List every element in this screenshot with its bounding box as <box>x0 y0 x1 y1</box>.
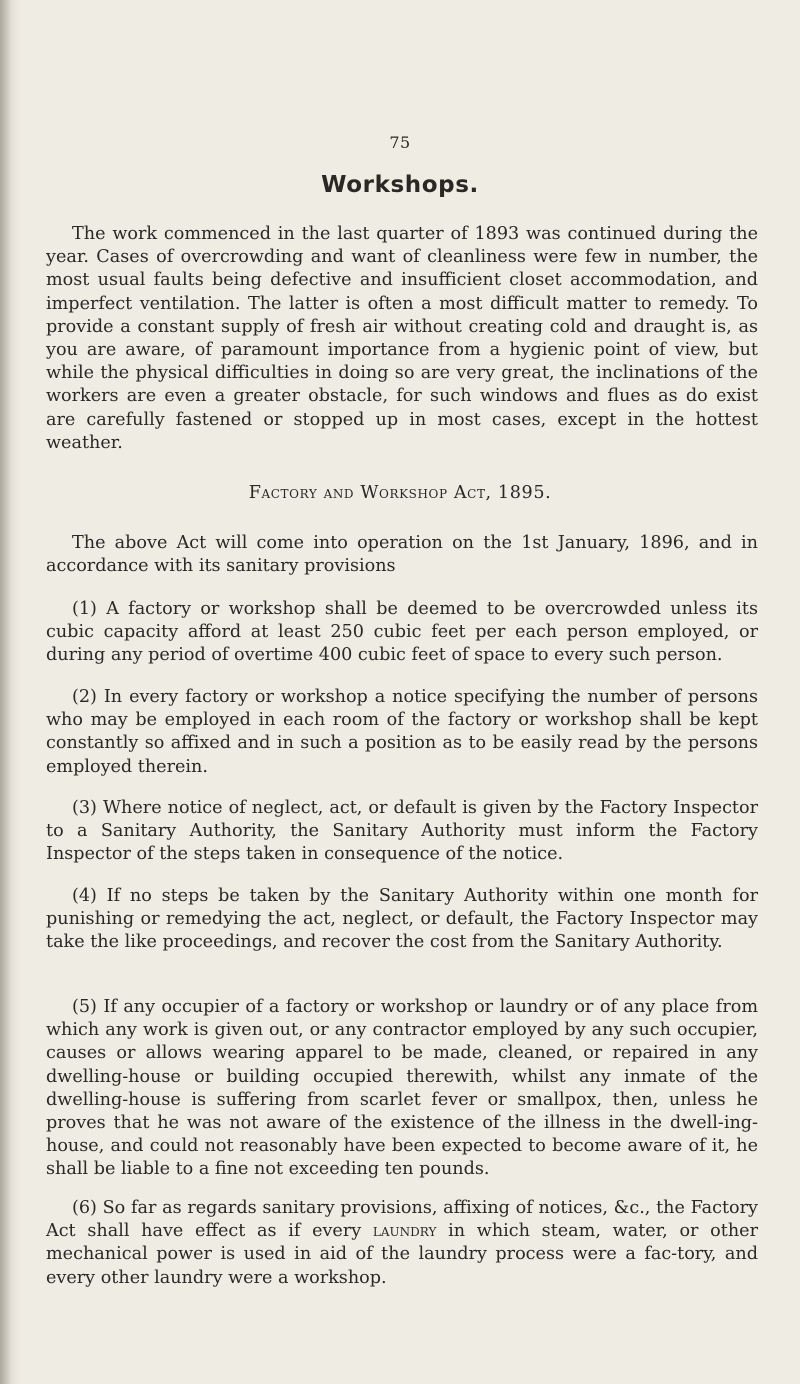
provision-6-text-after: in which steam, water, or other mechanical power is used in aid of the laundry process were a fac-tory, and every other laundry were a workshop. <box>46 1221 758 1288</box>
provision-6-emphasis: laundry <box>372 1221 437 1242</box>
provision-2: (2) In every factory or workshop a notice specifying the number of persons who may be employed in each room of the factory or workshop shall be kept constantly so affixed and in such a position as to be easily read by the persons employed therein. <box>46 687 758 777</box>
section-heading: Factory and Workshop Act, 1895. <box>248 483 552 503</box>
page-number: 75 <box>389 133 411 152</box>
act-intro-paragraph: The above Act will come into operation on the 1st January, 1896, and in accordance with its sanitary provisions <box>46 533 758 577</box>
binding-shadow <box>0 0 12 1384</box>
provision-5: (5) If any occupier of a factory or workshop or laundry or of any place from which any work is given out, or any contractor employed by any such occupier, causes or allows wearing apparel to be made, cleaned, or repaired in any dwelling-house or building occupied therewith, whilst any inmate of the dwelling-house is suffering from scarlet fever or smallpox, then, unless he proves that he was not aware of the existence of the illness in the dwell-ing-house, and could not reasonably have been expected to become aware of it, he shall be liable to a fine not exceeding ten pounds. <box>46 997 758 1180</box>
provision-6 <box>46 1197 758 1290</box>
provision-4: (4) If no steps be taken by the Sanitary Authority within one month for punishing or remedying the act, neglect, or default, the Factory Inspector may take the like proceedings, and recover the cost from the Sanitary Authority. <box>46 886 758 953</box>
provision-1: (1) A factory or workshop shall be deemed to be overcrowded unless its cubic capacity afford at least 250 cubic feet per each person employed, or during any period of overtime 400 cubic feet of space to every such person. <box>46 599 758 666</box>
provision-3: (3) Where notice of neglect, act, or default is given by the Factory Inspector to a Sanitary Authority, the Sanitary Authority must inform the Factory Inspector of the steps taken in consequence of the notice. <box>46 798 758 865</box>
page-title: Workshops. <box>321 172 479 198</box>
intro-paragraph: The work commenced in the last quarter of 1893 was continued during the year. Cases of overcrowding and want of cleanliness were few in number, the most usual faults being defective and insufficient closet accommodation, and imperfect ventilation. The latter is often a most difficult matter to remedy. To provide a constant supply of fresh air without creating cold and draught is, as you are aware, of paramount importance from a hygienic point of view, but while the physical difficulties in doing so are very great, the inclinations of the workers are even a greater obstacle, for such windows and flues as do exist are carefully fastened or stopped up in most cases, except in the hottest weather. <box>46 224 758 453</box>
provision-6-text-before: (6) So far as regards sanitary provisions, affixing of notices, &c., the Factory Act shall have effect as if every <box>46 1198 758 1242</box>
